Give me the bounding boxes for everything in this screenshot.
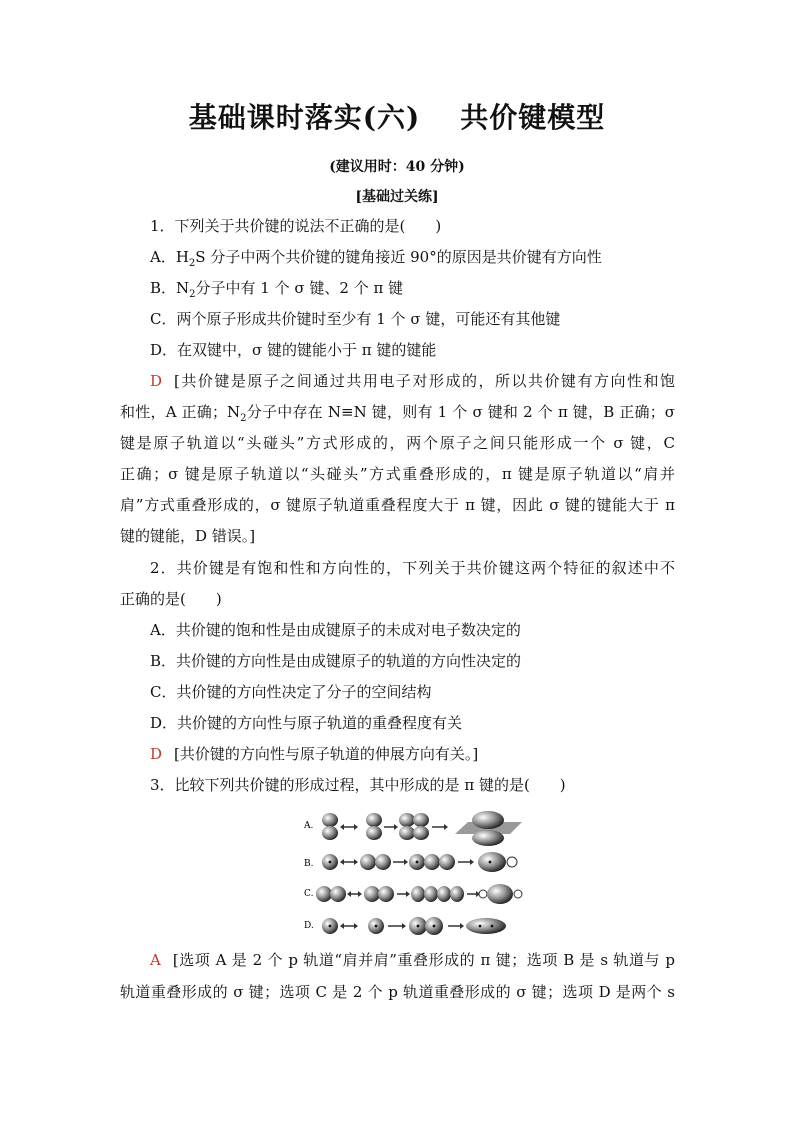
section-heading: [基础过关练] <box>355 189 439 205</box>
q1-option-b: B．$N_2$分子中有 1 个 σ 键、2 个 π 键 <box>150 279 404 300</box>
q1-option-c: C．两个原子形成共价键时至少有 1 个 σ 键，可能还有其他键 <box>150 310 561 328</box>
suggested-time: (建议用时：40 分钟) <box>329 159 465 175</box>
row-c-pp-head-on <box>316 884 522 904</box>
q2-option-a: A．共价键的饱和性是由成键原子的未成对电子数决定的 <box>150 621 521 639</box>
q1-explanation-line: D [共价键是原子之间通过共用电子对形成的，所以共价键有方向性和饱 <box>150 372 675 390</box>
q3-explanation-line: 轨道重叠形成的 σ 键；选项 C 是 2 个 p 轨道重叠形成的 σ 键；选项 D 是两个 s <box>120 983 675 1001</box>
q1-option-d: D．在双键中，σ 键的键能小于 π 键的键能 <box>150 341 437 359</box>
title-main: 基础课时落实(六) <box>188 101 421 134</box>
q1-explanation-line: 键的键能，D 错误。] <box>120 527 256 545</box>
q1-stem: 1．下列关于共价键的说法不正确的是( ) <box>150 217 442 235</box>
q3-explanation-line: A [选项 A 是 2 个 p 轨道“肩并肩”重叠形成的 π 键；选项 B 是 s 轨道与 p <box>150 951 675 969</box>
figure-label-a: A. <box>304 821 314 831</box>
q2-stem: 2．共价键是有饱和性和方向性的，下列关于共价键这两个特征的叙述中不 <box>150 559 675 577</box>
figure-label-c: C. <box>304 889 314 899</box>
figure-label-d: D. <box>304 921 314 931</box>
q1-explanation-line: 肩”方式重叠形成的，σ 键原子轨道重叠程度大于 π 键，因此 σ 键的键能大于 π <box>120 496 675 514</box>
q1-explanation-line: 正确；σ 键是原子轨道以“头碰头”方式重叠形成的，π 键是原子轨道以“肩并 <box>120 465 675 483</box>
q1-option-a: A．$H_2S$ 分子中两个共价键的键角接近 90°的原因是共价键有方向性 <box>150 248 602 269</box>
page-title <box>0 96 794 136</box>
q1-explanation-line: 键是原子轨道以“头碰头”方式形成的，两个原子之间只能形成一个 σ 键，C <box>120 434 675 452</box>
q3-stem: 3．比较下列共价键的形成过程，其中形成的是 π 键的是( ) <box>150 776 566 794</box>
q2-explanation: D [共价键的方向性与原子轨道的伸展方向有关。] <box>150 745 479 763</box>
q1-answer: D <box>150 372 163 390</box>
q2-option-b: B．共价键的方向性是由成键原子的轨道的方向性决定的 <box>150 652 522 670</box>
figure-label-b: B. <box>304 859 314 869</box>
row-a-pi-overlap <box>322 811 522 846</box>
q3-answer: A <box>150 951 161 969</box>
q2-stem-cont: 正确的是( ) <box>120 590 222 608</box>
row-d-ss-overlap <box>322 917 506 935</box>
q1-explanation-line: 和性，A 正确；$N_2$分子中存在 N≡N 键，则有 1 个 σ 键和 2 个 π 键，B 正确；σ <box>120 403 676 424</box>
q2-answer: D <box>150 745 163 763</box>
row-b-sp-overlap <box>322 852 517 872</box>
q2-option-d: D．共价键的方向性与原子轨道的重叠程度有关 <box>150 714 463 732</box>
q2-option-c: C．共价键的方向性决定了分子的空间结构 <box>150 683 432 701</box>
title-topic: 共价键模型 <box>460 101 606 134</box>
orbital-overlap-figure <box>300 810 530 938</box>
